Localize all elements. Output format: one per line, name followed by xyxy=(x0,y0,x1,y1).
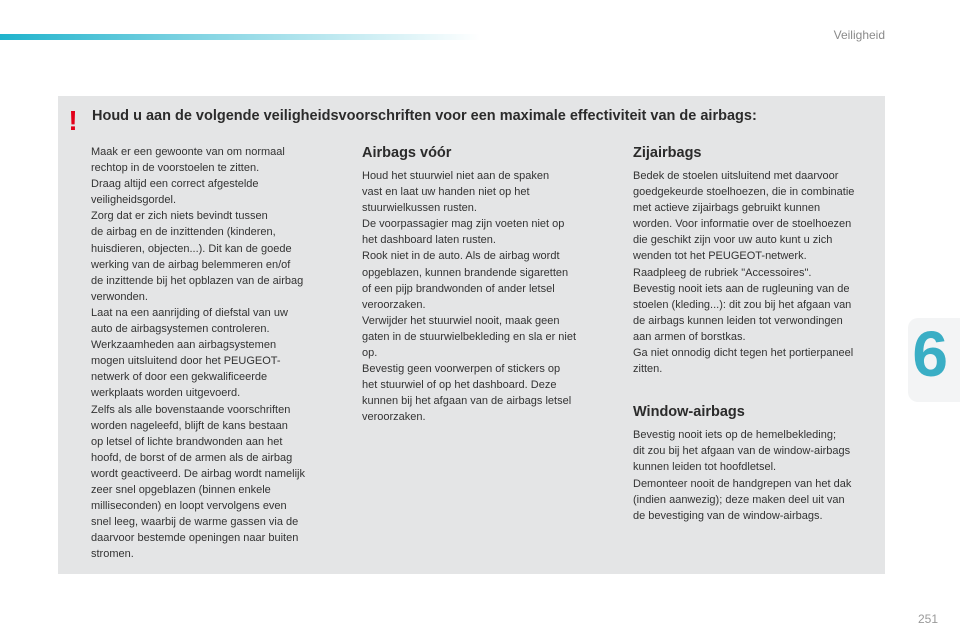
text-line: Houd het stuurwiel niet aan de spaken xyxy=(362,170,550,182)
column-side-airbags xyxy=(633,144,883,524)
side-airbags-title: Zijairbags xyxy=(633,145,702,161)
column-general xyxy=(91,144,341,562)
text-line: Ga niet onnodig dicht tegen het portierpaneel xyxy=(633,347,854,360)
column-general-text xyxy=(91,144,341,562)
text-line: auto de airbagsystemen controleren. xyxy=(91,323,270,336)
warning-heading: Houd u aan de volgende veiligheidsvoorschriften voor een maximale effectiviteit van de airbags: xyxy=(92,108,757,124)
text-line: Demonteer nooit de handgrepen van het dak xyxy=(633,477,852,490)
text-line: werking van de airbag belemmeren en/of xyxy=(91,258,291,271)
text-line: zitten. xyxy=(633,363,663,376)
text-line: daarvoor bestemde openingen naar buiten xyxy=(91,532,299,545)
chapter-number: 6 xyxy=(912,318,948,390)
text-line: verwonden. xyxy=(91,290,148,303)
text-line: worden nageleefd, blijft de kans bestaan xyxy=(91,419,288,432)
text-line: het stuurwiel of op het dashboard. Deze xyxy=(362,379,557,392)
text-line: Bevestig nooit iets aan de rugleuning van de xyxy=(633,282,850,295)
text-line: werkplaats worden uitgevoerd. xyxy=(91,387,241,400)
text-line: de inzittende bij het opblazen van de airbag xyxy=(91,274,304,287)
text-line: op. xyxy=(362,347,378,360)
text-line: vast en laat uw handen niet op het xyxy=(362,186,530,199)
page-number: 251 xyxy=(917,612,938,626)
text-line: stromen. xyxy=(91,548,134,561)
text-line: de airbags kunnen leiden tot verwondingen xyxy=(633,314,843,327)
text-line: huisdieren, objecten...). Dit kan de goede xyxy=(91,242,292,255)
side-airbags-text xyxy=(633,168,883,377)
text-line: opgeblazen, kunnen brandende sigaretten xyxy=(362,266,569,279)
text-line: stuurwielkussen rusten. xyxy=(362,202,477,215)
text-line: Bedek de stoelen uitsluitend met daarvoor xyxy=(633,170,839,182)
text-line: veiligheidsgordel. xyxy=(91,194,176,207)
text-line: het dashboard laten rusten. xyxy=(362,234,496,247)
front-airbags-title: Airbags vóór xyxy=(362,145,452,161)
text-line: Maak er een gewoonte van om normaal xyxy=(91,146,285,158)
text-line: snel leeg, waarbij de warme gassen via de xyxy=(91,516,299,529)
text-line: Zelfs als alle bovenstaande voorschriften xyxy=(91,403,291,416)
column-front-airbags xyxy=(362,144,612,426)
text-line: milliseconden) en loopt vervolgens even xyxy=(91,500,287,513)
text-line: dit zou bij het afgaan van de window-airbags xyxy=(633,445,851,458)
text-line: veroorzaken. xyxy=(362,411,426,424)
section-label: Veiligheid xyxy=(833,28,885,42)
text-line: gaten in de stuurwielbekleding en sla er niet xyxy=(362,330,577,343)
text-line: Laat na een aanrijding of diefstal van uw xyxy=(91,306,288,319)
text-line: Raadpleeg de rubriek "Accessoires". xyxy=(633,266,812,279)
text-line: Zorg dat er zich niets bevindt tussen xyxy=(91,210,268,223)
text-line: Werkzaamheden aan airbagsystemen xyxy=(91,339,277,352)
text-line: stoelen (kleding...): dit zou bij het afgaan van xyxy=(633,298,852,311)
text-line: (indien aanwezig); deze maken deel uit van xyxy=(633,493,845,506)
exclamation-icon: ! xyxy=(68,105,78,136)
text-line: de airbag en de inzittenden (kinderen, xyxy=(91,226,276,239)
text-line: of een pijp brandwonden of ander letsel xyxy=(362,282,555,295)
text-line: met actieve zijairbags gebruikt kunnen xyxy=(633,202,821,215)
text-line: netwerk of door een gekwalificeerde xyxy=(91,371,268,384)
header-stripe xyxy=(0,34,480,40)
text-line: De voorpassagier mag zijn voeten niet op xyxy=(362,218,565,231)
text-line: wenden tot het PEUGEOT-netwerk. xyxy=(633,250,807,263)
text-line: rechtop in de voorstoelen te zitten. xyxy=(91,162,260,175)
front-airbags-text xyxy=(362,168,612,426)
text-line: de bevestiging van de window-airbags. xyxy=(633,509,823,522)
text-line: die geschikt zijn voor uw auto kunt u zich xyxy=(633,234,833,247)
text-line: Bevestig geen voorwerpen of stickers op xyxy=(362,363,561,376)
text-line: kunnen leiden tot hoofdletsel. xyxy=(633,461,777,474)
window-airbags-title: Window-airbags xyxy=(633,404,745,421)
text-line: worden. Voor informatie over de stoelhoezen xyxy=(633,218,852,231)
text-line: zeer snel opgeblazen (binnen enkele xyxy=(91,483,271,496)
text-line: mogen uitsluitend door het PEUGEOT- xyxy=(91,355,281,368)
text-line: aan armen of borstkas. xyxy=(633,330,746,343)
text-line: op letsel of lichte brandwonden aan het xyxy=(91,435,283,448)
text-line: wordt geactiveerd. De airbag wordt namelijk xyxy=(91,467,305,480)
text-line: veroorzaken. xyxy=(362,298,426,311)
text-line: Bevestig nooit iets op de hemelbekleding; xyxy=(633,429,837,442)
text-line: goedgekeurde stoelhoezen, die in combinatie xyxy=(633,186,855,199)
text-line: Draag altijd een correct afgestelde xyxy=(91,178,259,191)
text-line: Rook niet in de auto. Als de airbag wordt xyxy=(362,250,560,263)
text-line: kunnen bij het afgaan van de airbags letsel xyxy=(362,395,572,408)
text-line: Verwijder het stuurwiel nooit, maak geen xyxy=(362,314,560,327)
text-line: hoofd, de borst of de armen als de airbag xyxy=(91,451,293,464)
window-airbags-text xyxy=(633,427,883,524)
